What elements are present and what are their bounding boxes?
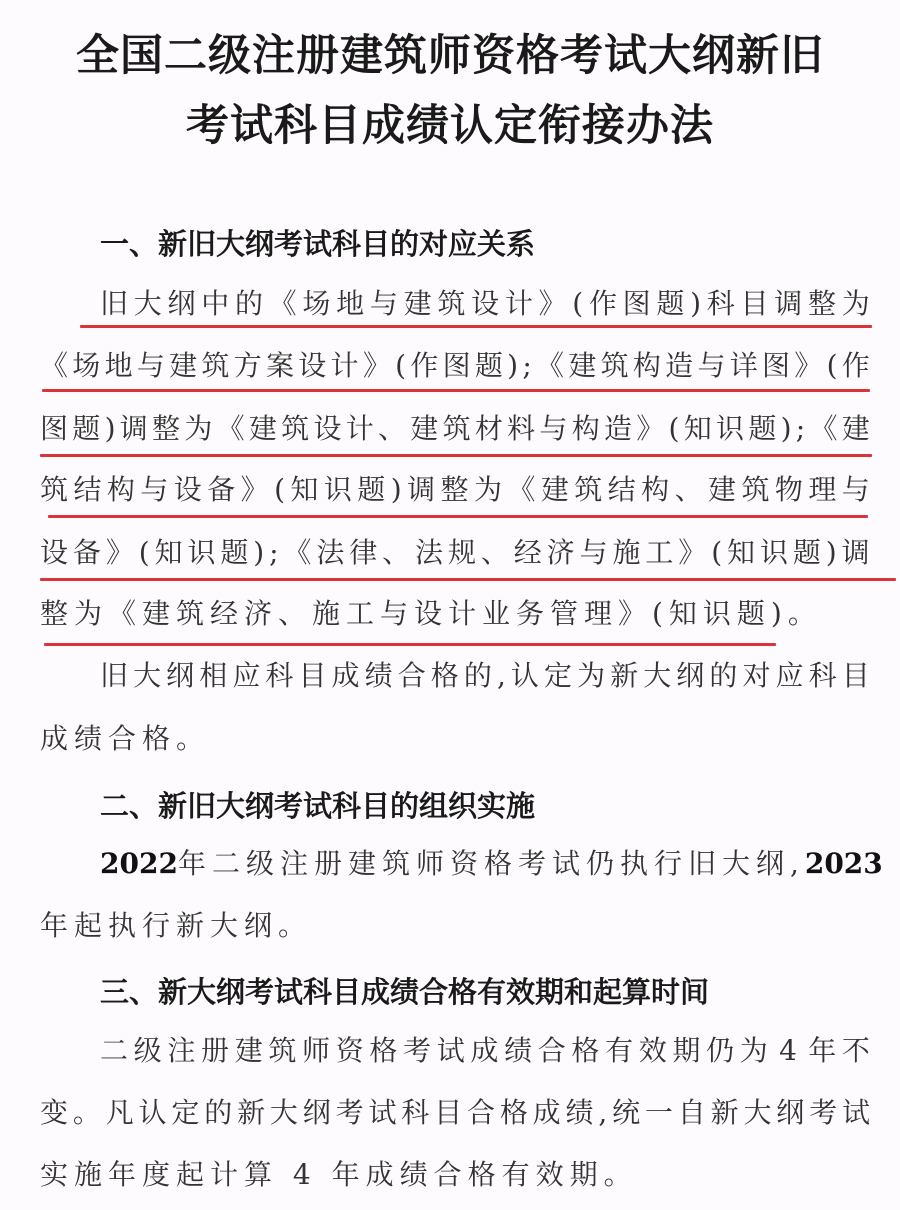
red-underline xyxy=(42,389,870,392)
red-underline xyxy=(80,325,872,328)
section-3-para-line-2: 变 。 凡 认 定 的 新 大 纲 考 试 科 目 合 格 成 绩 , 统 一 自 新 大 纲 考 试 xyxy=(40,1096,870,1129)
section-2-para-line-1 xyxy=(40,845,883,883)
section-1-para-1-line-5: 设 备 》 ( 知 识 题 ) ; 《 法 律 、 法 规 、 经 济 与 施 工 》 ( 知 识 题 ) 调 xyxy=(40,536,870,569)
section-1-para-1-line-2: 《 场 地 与 建 筑 方 案 设 计 》 ( 作 图 题 ) ; 《 建 筑 构 造 与 详 图 》 ( 作 xyxy=(40,349,870,382)
red-underline xyxy=(44,643,776,646)
section-2-heading: 二、新旧大纲考试科目的组织实施 xyxy=(100,789,536,823)
section-1-heading: 一、新旧大纲考试科目的对应关系 xyxy=(100,227,536,261)
section-1-para-1-line-4: 筑 结 构 与 设 备 》 ( 知 识 题 ) 调 整 为 《 建 筑 结 构 、 建 筑 物 理 与 xyxy=(40,473,870,506)
section-1-para-1-line-3: 图 题 ) 调 整 为 《 建 筑 设 计 、 建 筑 材 料 与 构 造 》 ( 知 识 题 ) ; 《 建 xyxy=(40,412,870,445)
section-1-para-1-line-1: 旧 大 纲 中 的 《 场 地 与 建 筑 设 计 》 ( 作 图 题 ) 科 目 调 整 为 xyxy=(100,287,870,320)
section-1-para-2-line-2: 成绩合格。 xyxy=(40,722,211,755)
section-3-para-line-3: 实施年度起计算 4 年成绩合格有效期。 xyxy=(40,1158,638,1191)
document-title-line-1: 全国二级注册建筑师资格考试大纲新旧 xyxy=(76,31,824,81)
red-underline xyxy=(40,578,896,581)
document-title-line-2: 考试科目成绩认定衔接办法 xyxy=(186,101,714,151)
section-1-para-1-line-6: 整为《建筑经济、施工与设计业务管理》(知识题)。 xyxy=(40,597,822,630)
year-2023: 2023 xyxy=(804,847,883,880)
year-2022: 2022 xyxy=(100,847,178,880)
section-1-para-2-line-1: 旧 大 纲 相 应 科 目 成 绩 合 格 的 , 认 定 为 新 大 纲 的 对 应 科 目 xyxy=(100,659,870,692)
section-3-heading: 三、新大纲考试科目成绩合格有效期和起算时间 xyxy=(100,975,710,1009)
section-3-para-line-1: 二 级 注 册 建 筑 师 资 格 考 试 成 绩 合 格 有 效 期 仍 为 4 年 不 xyxy=(100,1034,870,1067)
section-2-para-line-1-text: 年二级注册建筑师资格考试仍执行旧大纲, xyxy=(177,847,805,880)
red-underline xyxy=(40,454,872,457)
section-2-para-line-2: 年起执行新大纲。 xyxy=(40,909,313,942)
red-underline xyxy=(48,515,868,518)
